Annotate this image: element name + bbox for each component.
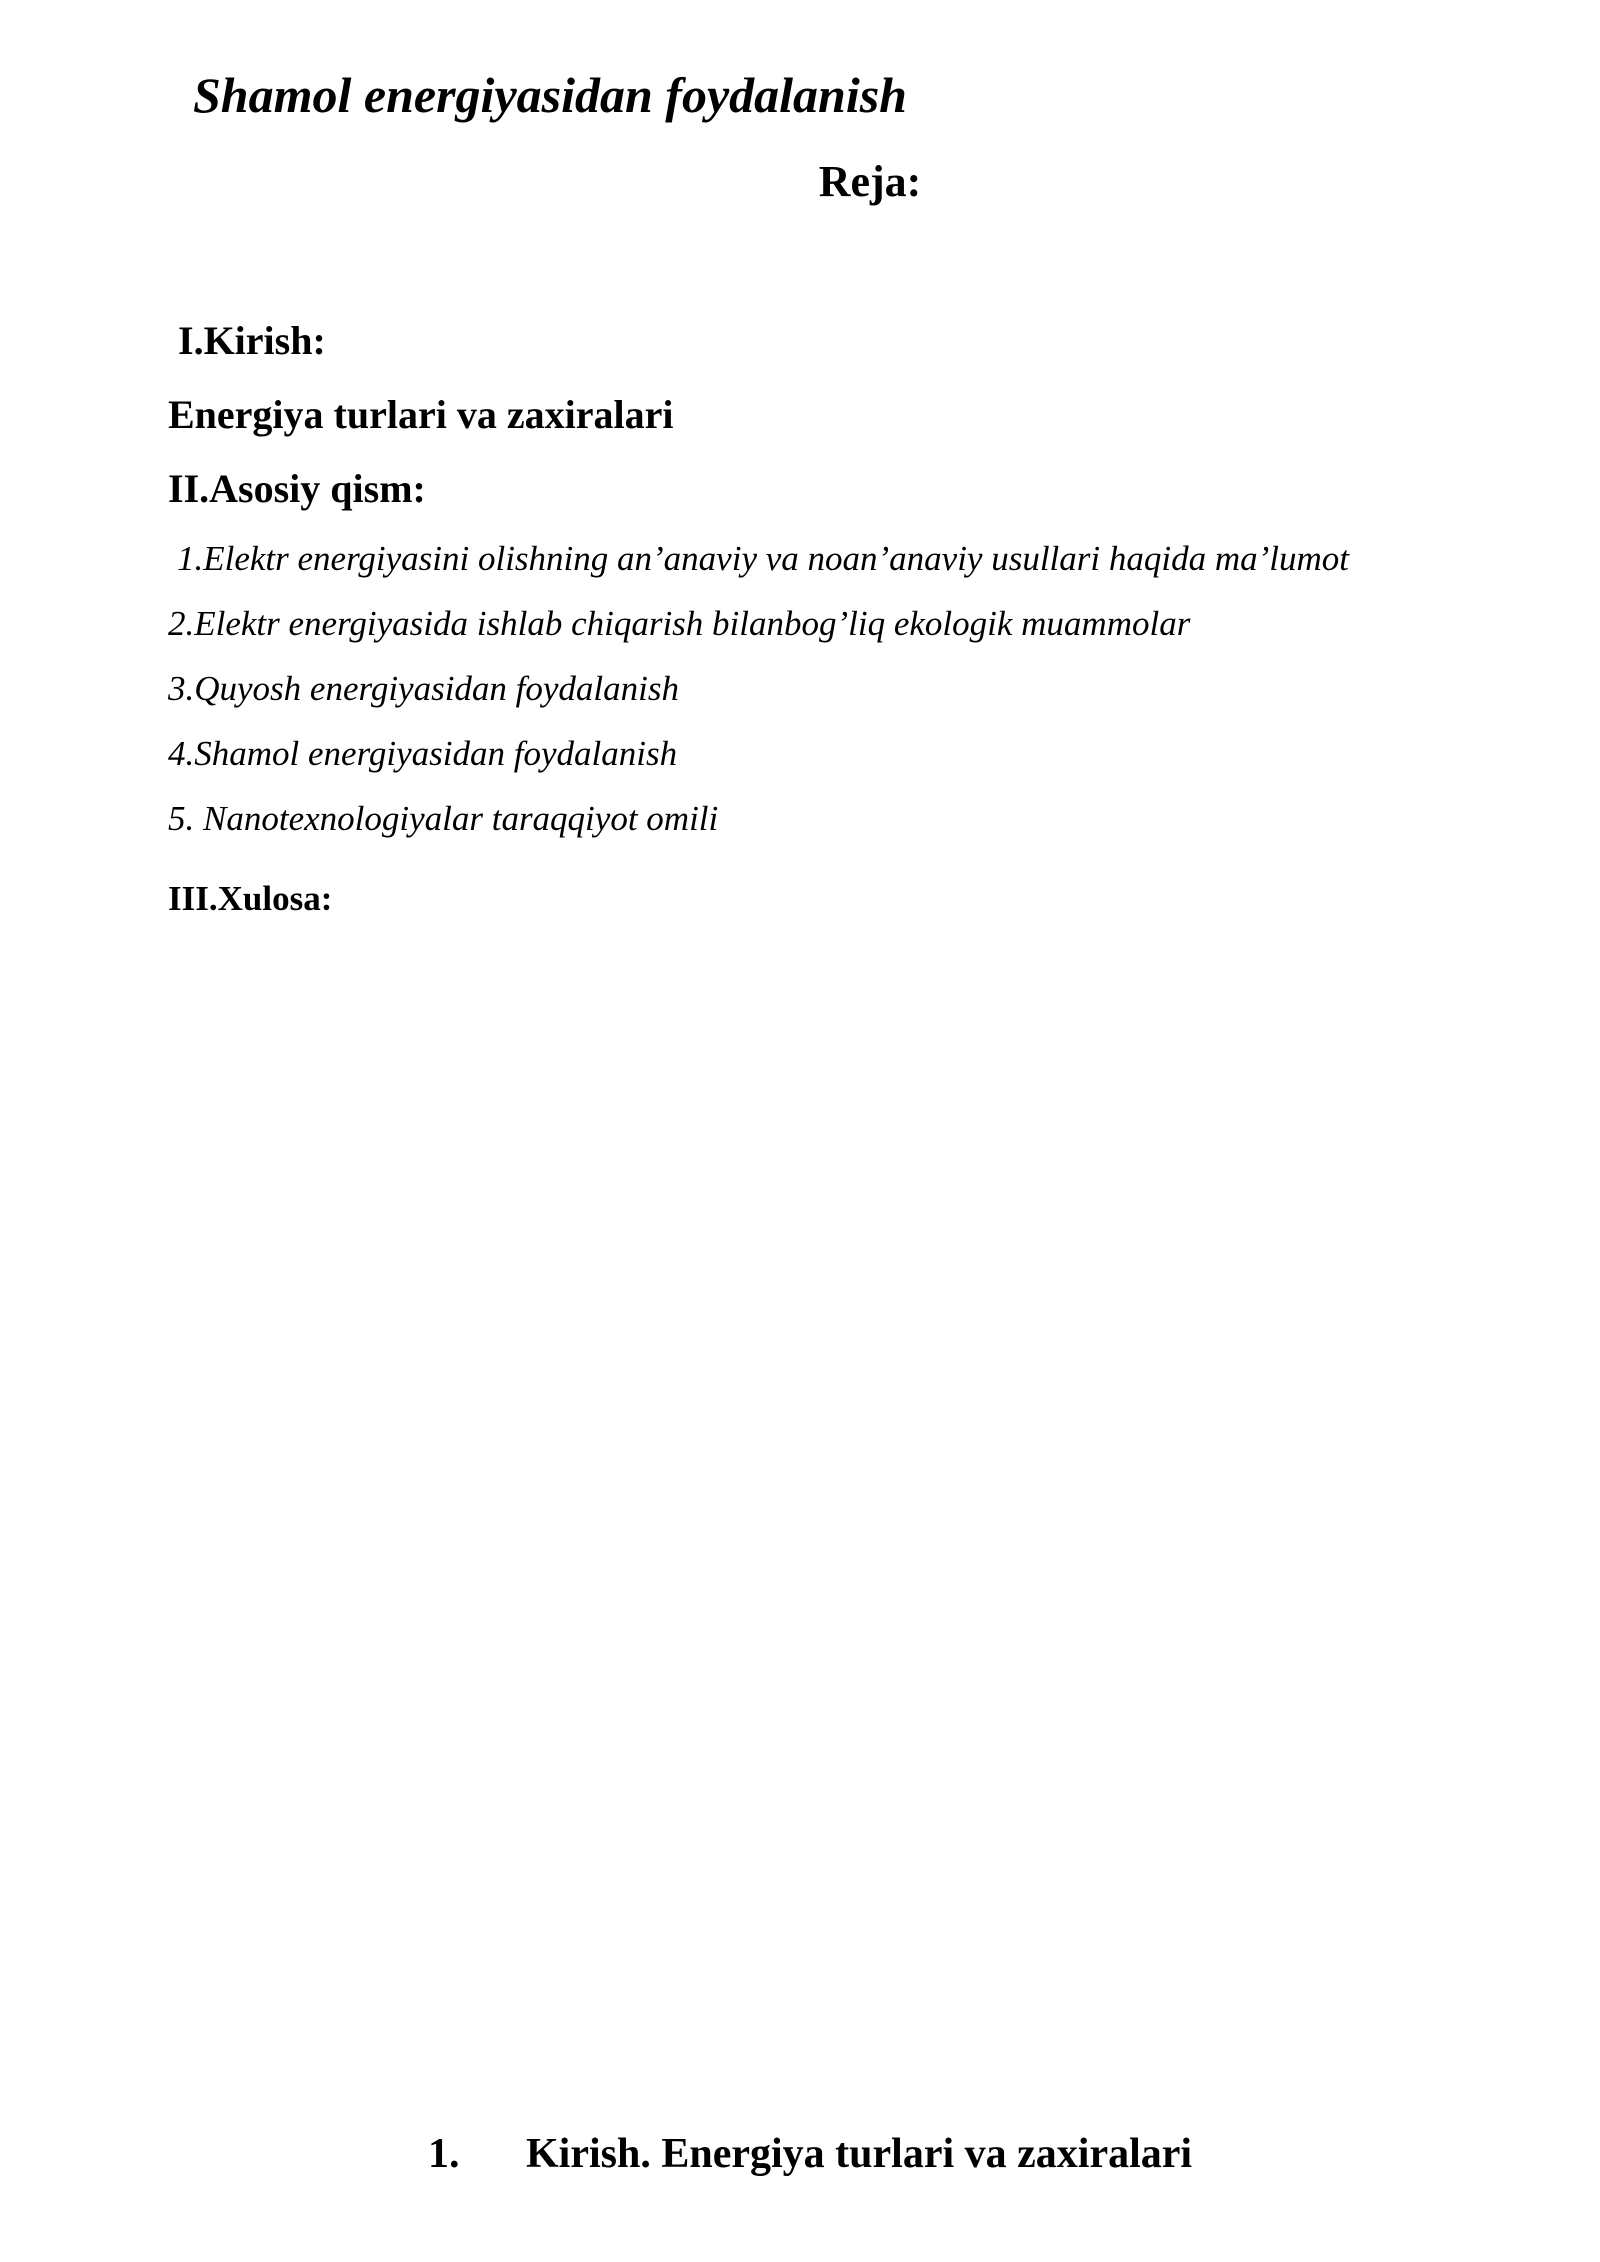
section-main-heading: II.Asosiy qism: — [168, 466, 426, 511]
chapter-title: Kirish. Energiya turlari va zaxiralari — [526, 2131, 1193, 2177]
plan-item: 3.Quyosh energiyasidan foydalanish — [168, 669, 680, 708]
plan-heading: Reja: — [818, 157, 922, 206]
section-conclusion-heading: III.Xulosa: — [168, 879, 333, 918]
chapter-number: 1. — [428, 2131, 460, 2177]
plan-item: 2.Elektr energiyasida ishlab chiqarish bilanbog’liq ekologik muammolar — [168, 604, 1191, 643]
plan-item: 1.Elektr energiyasini olishning an’anaviy va noan’anaviy usullari haqida ma’lumot — [177, 539, 1350, 578]
document-title: Shamol energiyasidan foydalanish — [193, 67, 907, 123]
plan-item: 5. Nanotexnologiyalar taraqqiyot omili — [168, 799, 719, 838]
section-intro-subtitle: Energiya turlari va zaxiralari — [168, 392, 674, 437]
plan-item: 4.Shamol energiyasidan foydalanish — [168, 734, 678, 773]
section-intro-heading: I.Kirish: — [178, 318, 326, 363]
